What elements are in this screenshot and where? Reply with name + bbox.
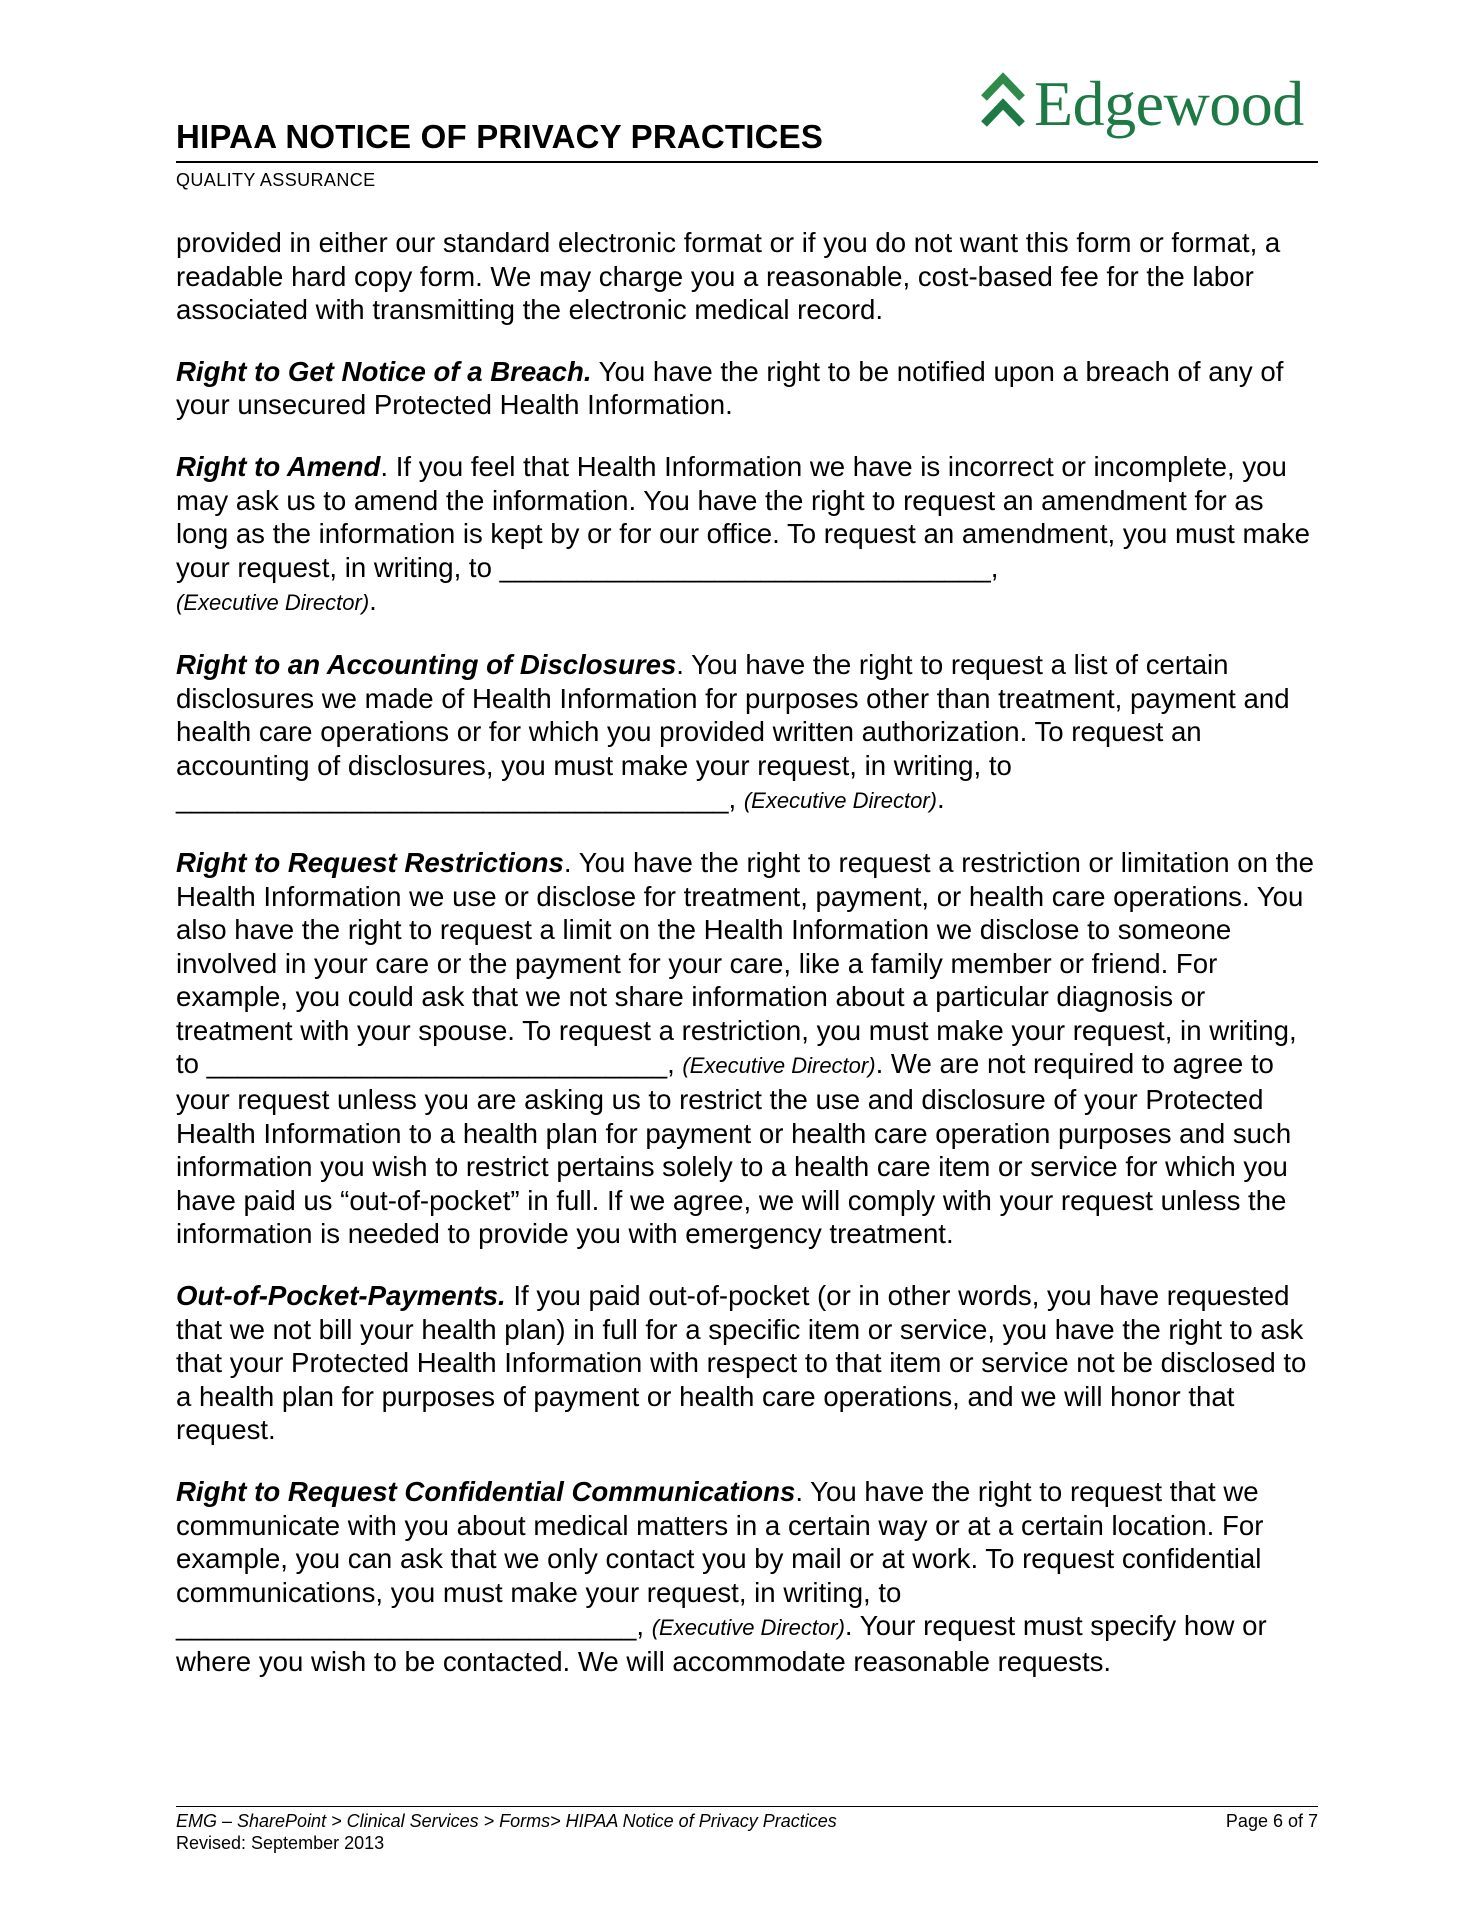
footer-revised: Revised: September 2013 <box>176 1833 385 1853</box>
paragraph-text: . You have the right to request a list of certain disclosures we made of Health Information for purposes other than treatment, payment and health care operations or for which you provided written authorization. To request an accounting of disclosures, you must make your request, in writing, to ____________________________________, <box>176 648 1290 815</box>
header-divider <box>176 161 1318 163</box>
paragraph-tail: . Your request must specify how or where you wish to be contacted. We will accommodate reasonable requests. <box>176 1610 1267 1677</box>
paragraph-text: You have the right to be notified upon a breach of any of your unsecured Protected Health Information. <box>176 355 1284 421</box>
footer-path: EMG – SharePoint > Clinical Services > Forms> HIPAA Notice of Privacy Practices <box>176 1811 837 1831</box>
executive-director-note: (Executive Director) <box>682 1053 876 1079</box>
paragraph-electronic-copy <box>176 226 1320 327</box>
document-subtitle: QUALITY ASSURANCE <box>176 170 376 190</box>
page-number: Page 6 of 7 <box>1225 1811 1318 1831</box>
paragraph-text: . You have the right to request a restriction or limitation on the Health Information we use or disclose for treatment, payment, or health care operations. You also have the right to request a limit on the Health Information we disclose to someone involved in your care or the payment for your care, like a family member or friend. For example, you could ask that we not share information about a particular diagnosis or treatment with your spouse. To request a restriction, you must make your request, in writing, to ______________________________, <box>176 846 1314 1080</box>
footer-divider <box>176 1806 1318 1807</box>
paragraph-breach-notice <box>176 355 1320 422</box>
paragraph-out-of-pocket <box>176 1279 1320 1447</box>
paragraph-accounting-disclosures <box>176 648 1320 818</box>
executive-director-note: (Executive Director) <box>743 788 937 814</box>
paragraph-text: If you paid out-of-pocket (or in other words, you have requested that we not bill your health plan) in full for a specific item or service, you have the right to ask that your Protected Health Information with respect to that item or service not be disclosed to a health plan for purposes of payment or health care operations, and we will honor that request. <box>176 1280 1307 1446</box>
section-heading: Right to Request Confidential Communications <box>176 1476 796 1507</box>
paragraph-tail: . <box>936 783 945 815</box>
section-heading: Right to Request Restrictions <box>176 846 564 878</box>
section-heading: Right to an Accounting of Disclosures <box>176 648 677 680</box>
section-heading: Right to Get Notice of a Breach. <box>176 355 592 387</box>
paragraph-text: . You have the right to request that we communicate with you about medical matters in a certain way or at a certain location. For example, you can ask that we only contact you by mail or at work. To request confidential communications, you must make your request, in writing, to ______________________________, <box>176 1476 1264 1642</box>
chevron-up-icon <box>980 68 1026 140</box>
section-heading: Out-of-Pocket-Payments. <box>176 1280 506 1312</box>
paragraph-text: . If you feel that Health Information we have is incorrect or incomplete, you may ask us to amend the information. You have the right to request an amendment for as long as the information is kept by or for our office. To request an amendment, you must make your request, in writing, to ________________________________, <box>176 450 1310 583</box>
document-body <box>176 226 1320 1707</box>
paragraph-text: provided in either our standard electronic format or if you do not want this form or format, a readable hard copy form. We may charge you a reasonable, cost-based fee for the labor associated with transmitting the electronic medical record. <box>176 227 1281 326</box>
paragraph-tail: . We are not required to agree to your request unless you are asking us to restrict the use and disclosure of your Protected Health Information to a health plan for payment or health care operation purposes and such information you wish to restrict pertains solely to a health care item or service for which you have paid us “out-of-pocket” in full. If we agree, we will comply with your request unless the information is needed to provide you with emergency treatment. <box>176 1048 1292 1250</box>
edgewood-logo <box>980 68 1304 140</box>
section-heading: Right to Amend <box>176 450 381 482</box>
executive-director-note: (Executive Director) <box>176 590 370 616</box>
paragraph-right-to-amend <box>176 450 1320 620</box>
document-title: HIPAA NOTICE OF PRIVACY PRACTICES <box>176 118 824 155</box>
logo-wordmark: Edgewood <box>1034 68 1304 139</box>
paragraph-request-restrictions <box>176 846 1320 1251</box>
paragraph-confidential-communications <box>176 1475 1320 1679</box>
footer-info <box>176 1810 837 1854</box>
paragraph-tail: . <box>369 585 377 617</box>
executive-director-note: (Executive Director) <box>651 1615 845 1641</box>
